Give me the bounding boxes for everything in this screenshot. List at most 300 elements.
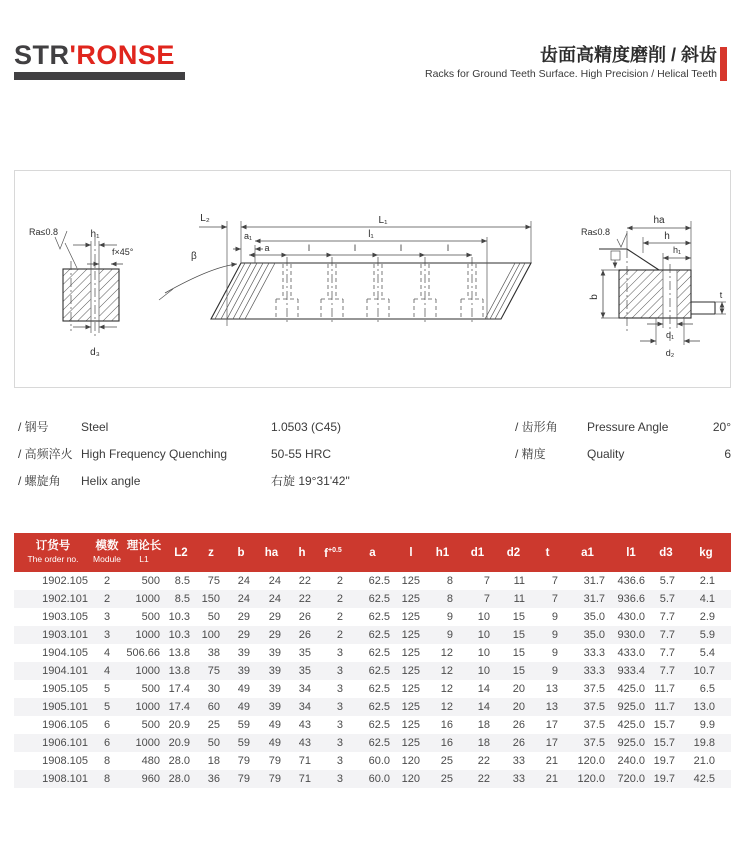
table-cell: 19.8 bbox=[693, 737, 715, 749]
spec-label-zh: / 钢号 bbox=[18, 420, 49, 434]
table-cell: 24 bbox=[268, 575, 281, 587]
table-cell: 18 bbox=[207, 755, 220, 767]
table-cell: 62.5 bbox=[368, 629, 390, 641]
table-cell: 125 bbox=[401, 647, 420, 659]
spec-label-en: Steel bbox=[81, 419, 109, 434]
table-cell: 30 bbox=[207, 683, 220, 695]
table-cell: 60 bbox=[207, 701, 220, 713]
table-cell: 100 bbox=[201, 629, 220, 641]
table-cell: 1904.105 bbox=[42, 647, 88, 659]
spec-column-left bbox=[14, 413, 504, 494]
table-cell: 39 bbox=[268, 701, 281, 713]
table-cell: 7 bbox=[551, 593, 558, 605]
table-cell: 2.9 bbox=[699, 611, 715, 623]
table-cell: 49 bbox=[268, 719, 281, 731]
table-cell: 125 bbox=[401, 665, 420, 677]
table-cell: 8 bbox=[446, 593, 453, 605]
table-cell: 4 bbox=[103, 665, 111, 677]
table-row bbox=[14, 716, 731, 734]
table-cell: 24 bbox=[268, 593, 281, 605]
dim-label-a1-mid: a₁ bbox=[243, 231, 253, 241]
table-cell: 62.5 bbox=[368, 611, 390, 623]
dim-label-a: a bbox=[264, 243, 270, 253]
table-cell: 13.0 bbox=[693, 701, 715, 713]
table-cell: 18 bbox=[477, 719, 490, 731]
column-header: d2 bbox=[496, 533, 531, 572]
table-cell: 11 bbox=[513, 593, 525, 605]
table-cell: 5.7 bbox=[659, 593, 675, 605]
dim-label-l-3: l bbox=[400, 243, 402, 253]
table-cell: 12 bbox=[440, 701, 453, 713]
table-cell: 1904.101 bbox=[42, 665, 88, 677]
table-cell: 125 bbox=[401, 593, 420, 605]
table-cell: 500 bbox=[141, 611, 160, 623]
table-cell: 35.0 bbox=[583, 629, 605, 641]
table-cell: 11 bbox=[513, 575, 525, 587]
table-cell: 71 bbox=[298, 773, 311, 785]
table-cell: 21 bbox=[545, 773, 558, 785]
table-row bbox=[14, 644, 731, 662]
column-header: a1 bbox=[564, 533, 611, 572]
column-header: l bbox=[396, 533, 426, 572]
table-cell: 29 bbox=[237, 611, 250, 623]
table-cell: 60.0 bbox=[368, 773, 390, 785]
table-row bbox=[14, 680, 731, 698]
table-cell: 36 bbox=[207, 773, 220, 785]
table-row bbox=[14, 698, 731, 716]
table-cell: 5.7 bbox=[659, 575, 675, 587]
table-cell: 125 bbox=[401, 611, 420, 623]
dim-label-l-2: l bbox=[354, 243, 356, 253]
table-cell: 10 bbox=[477, 629, 490, 641]
table-cell: 8 bbox=[103, 755, 111, 767]
column-header: t bbox=[531, 533, 564, 572]
spec-row-pressure-angle bbox=[512, 413, 731, 440]
table-cell: 37.5 bbox=[583, 719, 605, 731]
table-cell: 15 bbox=[512, 665, 525, 677]
spec-value: 右旋 19°31'42" bbox=[271, 474, 350, 488]
brand-logo-text bbox=[14, 42, 214, 69]
column-header: d1 bbox=[459, 533, 496, 572]
table-cell: 62.5 bbox=[368, 575, 390, 587]
table-cell: 2 bbox=[336, 593, 343, 605]
dim-label-surface-right: Ra≤0.8 bbox=[581, 227, 610, 237]
table-cell: 28.0 bbox=[168, 755, 190, 767]
table-cell: 7 bbox=[483, 593, 490, 605]
table-cell: 37.5 bbox=[583, 737, 605, 749]
table-cell: 25 bbox=[440, 773, 453, 785]
table-cell: 13 bbox=[545, 701, 558, 713]
table-cell: 60.0 bbox=[368, 755, 390, 767]
table-cell: 17.4 bbox=[168, 701, 190, 713]
spec-label-en: Helix angle bbox=[81, 473, 141, 488]
logo-underline-bar bbox=[14, 72, 185, 80]
table-row bbox=[14, 626, 731, 644]
dim-label-beta: β bbox=[191, 251, 197, 262]
product-table bbox=[14, 533, 731, 788]
table-cell: 10.3 bbox=[168, 629, 190, 641]
table-cell: 22 bbox=[477, 755, 490, 767]
table-cell: 430.0 bbox=[617, 611, 645, 623]
table-cell: 1908.105 bbox=[42, 755, 88, 767]
table-cell: 5.9 bbox=[699, 629, 715, 641]
table-cell: 49 bbox=[237, 701, 250, 713]
table-cell: 15 bbox=[512, 629, 525, 641]
spec-row-steel bbox=[14, 413, 504, 440]
table-cell: 10 bbox=[477, 611, 490, 623]
table-cell: 500 bbox=[141, 683, 160, 695]
table-cell: 120 bbox=[401, 755, 420, 767]
table-cell: 8 bbox=[103, 773, 111, 785]
table-cell: 1903.105 bbox=[42, 611, 88, 623]
table-cell: 13.8 bbox=[168, 647, 190, 659]
table-cell: 125 bbox=[401, 575, 420, 587]
table-cell: 7 bbox=[551, 575, 558, 587]
table-cell: 31.7 bbox=[583, 575, 605, 587]
table-cell: 3 bbox=[103, 629, 111, 641]
table-cell: 39 bbox=[268, 647, 281, 659]
table-cell: 59 bbox=[237, 719, 250, 731]
table-row bbox=[14, 662, 731, 680]
spec-value: 50-55 HRC bbox=[271, 446, 332, 461]
logo-ronse: 'RONSE bbox=[69, 40, 175, 70]
table-cell: 22 bbox=[298, 593, 311, 605]
table-cell: 34 bbox=[298, 701, 311, 713]
table-cell: 436.6 bbox=[617, 575, 645, 587]
table-cell: 3 bbox=[336, 755, 343, 767]
table-cell: 125 bbox=[401, 719, 420, 731]
table-cell: 9.9 bbox=[699, 719, 715, 731]
column-header: z bbox=[196, 533, 226, 572]
table-cell: 1902.101 bbox=[42, 593, 88, 605]
table-cell: 3 bbox=[336, 701, 343, 713]
table-cell: 42.5 bbox=[693, 773, 715, 785]
table-cell: 480 bbox=[141, 755, 160, 767]
page-title-block bbox=[425, 45, 717, 80]
table-cell: 125 bbox=[401, 629, 420, 641]
table-cell: 13.8 bbox=[168, 665, 190, 677]
table-cell: 39 bbox=[268, 665, 281, 677]
table-cell: 17 bbox=[545, 719, 558, 731]
table-cell: 26 bbox=[512, 737, 525, 749]
dim-label-l-1: l bbox=[308, 243, 310, 253]
spec-label-en: Pressure Angle bbox=[587, 419, 669, 434]
table-cell: 720.0 bbox=[617, 773, 645, 785]
table-cell: 21.0 bbox=[693, 755, 715, 767]
table-cell: 433.0 bbox=[617, 647, 645, 659]
table-cell: 925.0 bbox=[617, 701, 645, 713]
table-cell: 1000 bbox=[135, 629, 160, 641]
table-cell: 2 bbox=[336, 629, 343, 641]
table-cell: 25 bbox=[440, 755, 453, 767]
table-cell: 16 bbox=[440, 719, 453, 731]
table-cell: 9 bbox=[551, 665, 558, 677]
table-cell: 17 bbox=[545, 737, 558, 749]
dim-label-L2: L₂ bbox=[200, 213, 210, 224]
table-cell: 8.5 bbox=[174, 575, 190, 587]
column-header: l1 bbox=[611, 533, 651, 572]
table-cell: 10 bbox=[477, 665, 490, 677]
table-cell: 35.0 bbox=[583, 611, 605, 623]
column-header: b bbox=[226, 533, 256, 572]
logo-str: STR bbox=[14, 40, 70, 70]
table-cell: 79 bbox=[268, 755, 281, 767]
page-title-en: Racks for Ground Teeth Surface. High Precision / Helical Teeth bbox=[424, 68, 717, 80]
table-cell: 5.4 bbox=[699, 647, 715, 659]
table-cell: 1000 bbox=[135, 701, 160, 713]
dim-label-surface-left: Ra≤0.8 bbox=[29, 227, 58, 237]
table-cell: 1908.101 bbox=[42, 773, 88, 785]
table-cell: 38 bbox=[207, 647, 220, 659]
spec-label-zh: / 精度 bbox=[515, 447, 546, 461]
table-cell: 49 bbox=[268, 737, 281, 749]
table-cell: 7.7 bbox=[659, 629, 675, 641]
table-cell: 12 bbox=[440, 647, 453, 659]
spec-row-quality bbox=[512, 440, 731, 467]
table-cell: 2 bbox=[336, 611, 343, 623]
table-cell: 33.3 bbox=[583, 665, 605, 677]
spec-label-zh: / 高频淬火 bbox=[18, 447, 73, 461]
table-cell: 26 bbox=[298, 629, 311, 641]
table-cell: 39 bbox=[237, 647, 250, 659]
table-cell: 29 bbox=[268, 629, 281, 641]
table-cell: 1902.105 bbox=[42, 575, 88, 587]
table-cell: 425.0 bbox=[617, 719, 645, 731]
page-title-zh: 齿面高精度磨削 / 斜齿 bbox=[539, 45, 717, 65]
table-cell: 79 bbox=[268, 773, 281, 785]
table-cell: 936.6 bbox=[617, 593, 645, 605]
table-cell: 16 bbox=[440, 737, 453, 749]
table-cell: 29 bbox=[237, 629, 250, 641]
table-cell: 12 bbox=[440, 683, 453, 695]
table-cell: 75 bbox=[207, 665, 220, 677]
table-cell: 925.0 bbox=[617, 737, 645, 749]
dim-label-d1: d₁ bbox=[665, 330, 675, 340]
product-table-header bbox=[14, 533, 731, 572]
table-cell: 22 bbox=[477, 773, 490, 785]
table-cell: 1000 bbox=[135, 593, 160, 605]
spec-row-helix-angle bbox=[14, 467, 504, 494]
dim-label-chamfer: f×45° bbox=[112, 247, 134, 257]
spec-label-zh: / 螺旋角 bbox=[18, 474, 61, 488]
table-cell: 22 bbox=[298, 575, 311, 587]
table-cell: 8 bbox=[446, 575, 453, 587]
table-cell: 34 bbox=[298, 683, 311, 695]
table-cell: 43 bbox=[298, 719, 311, 731]
table-cell: 71 bbox=[298, 755, 311, 767]
table-cell: 62.5 bbox=[368, 593, 390, 605]
table-cell: 4 bbox=[103, 647, 111, 659]
table-cell: 1906.101 bbox=[42, 737, 88, 749]
table-cell: 17.4 bbox=[168, 683, 190, 695]
technical-drawing-panel bbox=[14, 170, 731, 388]
table-cell: 1905.101 bbox=[42, 701, 88, 713]
table-cell: 960 bbox=[141, 773, 160, 785]
table-cell: 13 bbox=[545, 683, 558, 695]
table-cell: 6 bbox=[103, 737, 111, 749]
table-cell: 9 bbox=[551, 629, 558, 641]
table-cell: 3 bbox=[336, 665, 343, 677]
table-cell: 59 bbox=[237, 737, 250, 749]
table-cell: 62.5 bbox=[368, 683, 390, 695]
diagram-left-section bbox=[29, 227, 134, 358]
spec-label-en: Quality bbox=[587, 446, 625, 461]
rack-technical-drawing bbox=[15, 171, 730, 387]
table-cell: 37.5 bbox=[583, 701, 605, 713]
table-cell: 7 bbox=[483, 575, 490, 587]
table-cell: 39 bbox=[237, 665, 250, 677]
dim-label-L1-cap: L₁ bbox=[378, 215, 388, 226]
column-header: h bbox=[287, 533, 317, 572]
spec-label-en: High Frequency Quenching bbox=[81, 446, 228, 461]
table-cell: 24 bbox=[237, 575, 250, 587]
table-cell: 10.3 bbox=[168, 611, 190, 623]
column-header: 理论长 L1 bbox=[122, 533, 166, 572]
table-cell: 7.7 bbox=[659, 647, 675, 659]
table-cell: 33 bbox=[512, 773, 525, 785]
dim-label-t: t bbox=[719, 290, 723, 300]
table-cell: 18 bbox=[477, 737, 490, 749]
table-cell: 120.0 bbox=[577, 755, 605, 767]
table-cell: 35 bbox=[298, 647, 311, 659]
table-cell: 8.5 bbox=[174, 593, 190, 605]
table-cell: 33 bbox=[512, 755, 525, 767]
table-cell: 5 bbox=[103, 701, 111, 713]
table-cell: 26 bbox=[298, 611, 311, 623]
table-cell: 28.0 bbox=[168, 773, 190, 785]
table-cell: 9 bbox=[446, 611, 453, 623]
spec-value: 20° bbox=[712, 419, 731, 434]
table-cell: 37.5 bbox=[583, 683, 605, 695]
table-cell: 20 bbox=[512, 701, 525, 713]
table-cell: 933.4 bbox=[617, 665, 645, 677]
table-cell: 20 bbox=[512, 683, 525, 695]
table-cell: 15.7 bbox=[653, 737, 675, 749]
table-cell: 75 bbox=[207, 575, 220, 587]
table-cell: 3 bbox=[336, 683, 343, 695]
dim-label-l1-low: l₁ bbox=[368, 229, 374, 240]
table-cell: 19.7 bbox=[653, 773, 675, 785]
dim-label-b: b bbox=[589, 294, 600, 300]
table-row bbox=[14, 608, 731, 626]
table-cell: 15.7 bbox=[653, 719, 675, 731]
table-cell: 240.0 bbox=[617, 755, 645, 767]
column-header: a bbox=[349, 533, 396, 572]
table-cell: 25 bbox=[207, 719, 220, 731]
table-cell: 11.7 bbox=[654, 701, 675, 713]
table-cell: 1000 bbox=[135, 737, 160, 749]
table-row bbox=[14, 572, 731, 590]
table-cell: 50 bbox=[207, 737, 220, 749]
table-cell: 1903.101 bbox=[42, 629, 88, 641]
table-cell: 9 bbox=[446, 629, 453, 641]
table-cell: 3 bbox=[336, 773, 343, 785]
table-cell: 425.0 bbox=[617, 683, 645, 695]
table-cell: 31.7 bbox=[583, 593, 605, 605]
table-cell: 62.5 bbox=[368, 647, 390, 659]
column-header: h1 bbox=[426, 533, 459, 572]
spec-value: 1.0503 (C45) bbox=[271, 419, 342, 434]
table-cell: 14 bbox=[477, 701, 490, 713]
table-cell: 19.7 bbox=[653, 755, 675, 767]
table-row bbox=[14, 734, 731, 752]
spec-label-zh: / 齿形角 bbox=[515, 420, 558, 434]
table-cell: 20.9 bbox=[168, 719, 190, 731]
column-header: ha bbox=[256, 533, 287, 572]
table-cell: 4.1 bbox=[699, 593, 715, 605]
column-header: kg bbox=[681, 533, 731, 572]
table-cell: 14 bbox=[477, 683, 490, 695]
table-cell: 1000 bbox=[135, 665, 160, 677]
table-cell: 125 bbox=[401, 701, 420, 713]
table-cell: 11.7 bbox=[654, 683, 675, 695]
table-cell: 6.5 bbox=[699, 683, 715, 695]
table-cell: 3 bbox=[336, 647, 343, 659]
table-cell: 79 bbox=[237, 755, 250, 767]
table-cell: 29 bbox=[268, 611, 281, 623]
table-cell: 7.7 bbox=[659, 611, 675, 623]
table-cell: 5 bbox=[103, 683, 111, 695]
table-cell: 120.0 bbox=[577, 773, 605, 785]
dim-label-l-4: l bbox=[447, 243, 449, 253]
table-cell: 62.5 bbox=[368, 719, 390, 731]
table-cell: 79 bbox=[237, 773, 250, 785]
spec-row-quenching bbox=[14, 440, 504, 467]
table-cell: 500 bbox=[141, 719, 160, 731]
column-header: 订货号 The order no. bbox=[14, 533, 92, 572]
table-cell: 3 bbox=[103, 611, 111, 623]
table-cell: 50 bbox=[207, 611, 220, 623]
table-cell: 12 bbox=[440, 665, 453, 677]
table-cell: 2 bbox=[103, 575, 111, 587]
table-cell: 62.5 bbox=[368, 737, 390, 749]
table-row bbox=[14, 770, 731, 788]
table-cell: 930.0 bbox=[617, 629, 645, 641]
table-cell: 35 bbox=[298, 665, 311, 677]
table-cell: 2 bbox=[336, 575, 343, 587]
dim-label-h1-right: h₁ bbox=[672, 245, 682, 255]
title-accent-bar bbox=[720, 47, 727, 81]
table-cell: 9 bbox=[551, 611, 558, 623]
table-cell: 6 bbox=[103, 719, 111, 731]
table-row bbox=[14, 752, 731, 770]
table-cell: 15 bbox=[512, 647, 525, 659]
table-cell: 39 bbox=[268, 683, 281, 695]
spec-value: 6 bbox=[724, 446, 731, 461]
brand-logo bbox=[14, 42, 214, 80]
table-cell: 1906.105 bbox=[42, 719, 88, 731]
column-header: 模数 Module bbox=[92, 533, 122, 572]
column-header: L2 bbox=[166, 533, 196, 572]
table-cell: 2 bbox=[103, 593, 111, 605]
table-cell: 500 bbox=[141, 575, 160, 587]
table-cell: 49 bbox=[237, 683, 250, 695]
table-cell: 20.9 bbox=[168, 737, 190, 749]
table-cell: 125 bbox=[401, 737, 420, 749]
dim-label-h1-left: h₁ bbox=[90, 229, 100, 240]
table-row bbox=[14, 590, 731, 608]
column-header: $f^{+0.5}$ bbox=[317, 533, 349, 572]
dim-label-h: h bbox=[664, 231, 670, 242]
table-cell: 120 bbox=[401, 773, 420, 785]
table-cell: 3 bbox=[336, 719, 343, 731]
table-cell: 15 bbox=[512, 611, 525, 623]
table-cell: 7.7 bbox=[659, 665, 675, 677]
table-cell: 10.7 bbox=[693, 665, 715, 677]
table-cell: 150 bbox=[201, 593, 220, 605]
table-cell: 506.66 bbox=[126, 647, 160, 659]
rack-holes bbox=[276, 264, 483, 318]
